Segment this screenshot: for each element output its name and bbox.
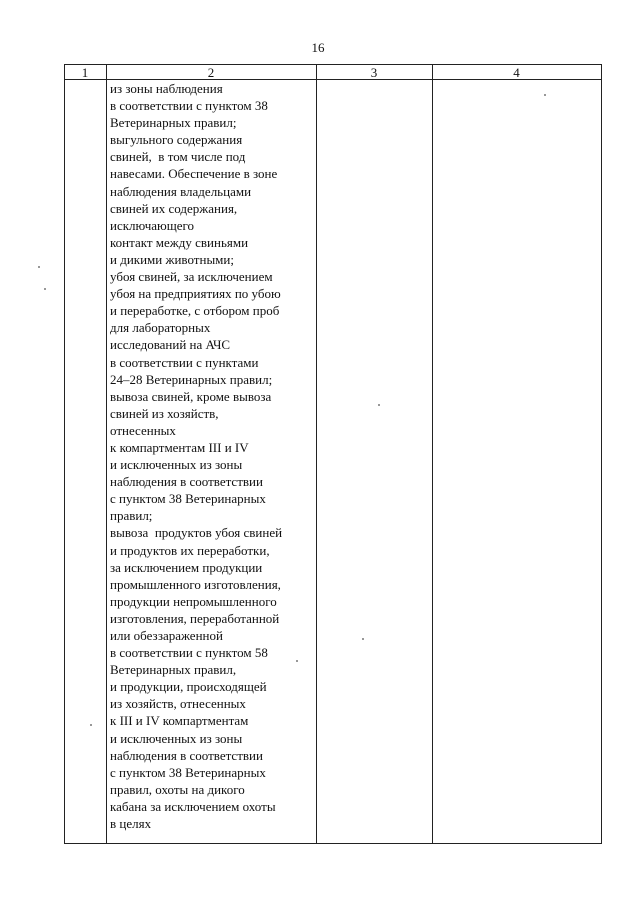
cell-text-line: правил; bbox=[110, 508, 153, 524]
cell-text-line: продукции непромышленного bbox=[110, 593, 277, 609]
scan-speck bbox=[362, 638, 364, 640]
column-header-3: 3 bbox=[370, 65, 378, 80]
cell-text-line: 24–28 Ветеринарных правил; bbox=[110, 371, 273, 387]
cell-text-line: и исключенных из зоны bbox=[110, 730, 243, 746]
cell-text-line: в целях bbox=[110, 816, 152, 832]
table-left-border bbox=[64, 64, 65, 844]
scan-speck bbox=[296, 660, 298, 662]
cell-text-line: и переработке, с отбором проб bbox=[110, 303, 280, 319]
cell-text-line: и продуктов их переработки, bbox=[110, 542, 270, 558]
cell-text-line: промышленного изготовления, bbox=[110, 576, 281, 592]
cell-text-line: за исключением продукции bbox=[110, 559, 263, 575]
cell-text-line: или обеззараженной bbox=[110, 628, 223, 643]
cell-text-line: к III и IV компартментам bbox=[110, 713, 249, 729]
cell-text-line: вывоза продуктов убоя свиней bbox=[110, 525, 283, 541]
scan-speck bbox=[90, 724, 92, 726]
cell-text-line: из зоны наблюдения bbox=[110, 81, 223, 96]
cell-text-line: наблюдения в соответствии bbox=[110, 474, 263, 490]
cell-text-line: Ветеринарных правил; bbox=[110, 115, 237, 131]
cell-text-line: наблюдения в соответствии bbox=[110, 747, 263, 763]
cell-text-line: и продукции, происходящей bbox=[110, 679, 267, 695]
page-number: 16 bbox=[311, 40, 325, 55]
cell-text-line: свиней из хозяйств, bbox=[110, 405, 219, 421]
cell-text-line: из хозяйств, отнесенных bbox=[110, 696, 246, 712]
column-2-cell-text bbox=[110, 80, 320, 832]
cell-text-line: изготовления, переработанной bbox=[110, 610, 280, 626]
cell-text-line: правил, охоты на дикого bbox=[110, 781, 245, 797]
cell-text-line: с пунктом 38 Ветеринарных bbox=[110, 491, 266, 507]
cell-text-line: убоя на предприятиях по убою bbox=[110, 286, 281, 302]
scan-speck bbox=[38, 266, 40, 268]
cell-text-line: свиней их содержания, bbox=[110, 200, 238, 216]
cell-text-line: наблюдения владельцами bbox=[110, 183, 252, 199]
column-header-2: 2 bbox=[207, 65, 215, 80]
table-bottom-border bbox=[64, 843, 602, 844]
column-divider-3 bbox=[432, 64, 433, 844]
cell-text-line: Ветеринарных правил, bbox=[110, 662, 237, 678]
document-table bbox=[64, 64, 602, 844]
cell-text-line: контакт между свиньями bbox=[110, 234, 249, 250]
column-header-4: 4 bbox=[513, 65, 520, 80]
cell-text-line: в соответствии с пунктом 58 bbox=[110, 645, 268, 661]
cell-text-line: выгульного содержания bbox=[110, 132, 243, 148]
cell-text-line: вывоза свиней, кроме вывоза bbox=[110, 388, 272, 404]
cell-text-line: с пунктом 38 Ветеринарных bbox=[110, 764, 266, 780]
cell-text-line: свиней, в том числе под bbox=[110, 149, 246, 165]
cell-text-line: и исключенных из зоны bbox=[110, 457, 243, 473]
cell-text-line: в соответствии с пунктом 38 bbox=[110, 98, 268, 114]
scan-speck bbox=[378, 404, 380, 406]
cell-text-line: отнесенных bbox=[110, 422, 176, 438]
cell-text-line: для лабораторных bbox=[110, 320, 211, 336]
cell-text-line: кабана за исключением охоты bbox=[110, 798, 276, 814]
cell-text-line: в соответствии с пунктами bbox=[110, 354, 259, 370]
cell-text-line: и дикими животными; bbox=[110, 251, 234, 267]
cell-text-line: убоя свиней, за исключением bbox=[110, 269, 273, 285]
cell-text-line: исследований на АЧС bbox=[110, 337, 231, 353]
column-header-1: 1 bbox=[81, 65, 89, 80]
cell-text-line: исключающего bbox=[110, 217, 195, 233]
scan-speck bbox=[44, 288, 46, 290]
cell-text-line: навесами. Обеспечение в зоне bbox=[110, 166, 278, 182]
cell-text-line: к компартментам III и IV bbox=[110, 439, 249, 455]
column-divider-1 bbox=[106, 64, 107, 844]
table-right-border bbox=[601, 64, 602, 844]
scan-speck bbox=[544, 94, 546, 96]
